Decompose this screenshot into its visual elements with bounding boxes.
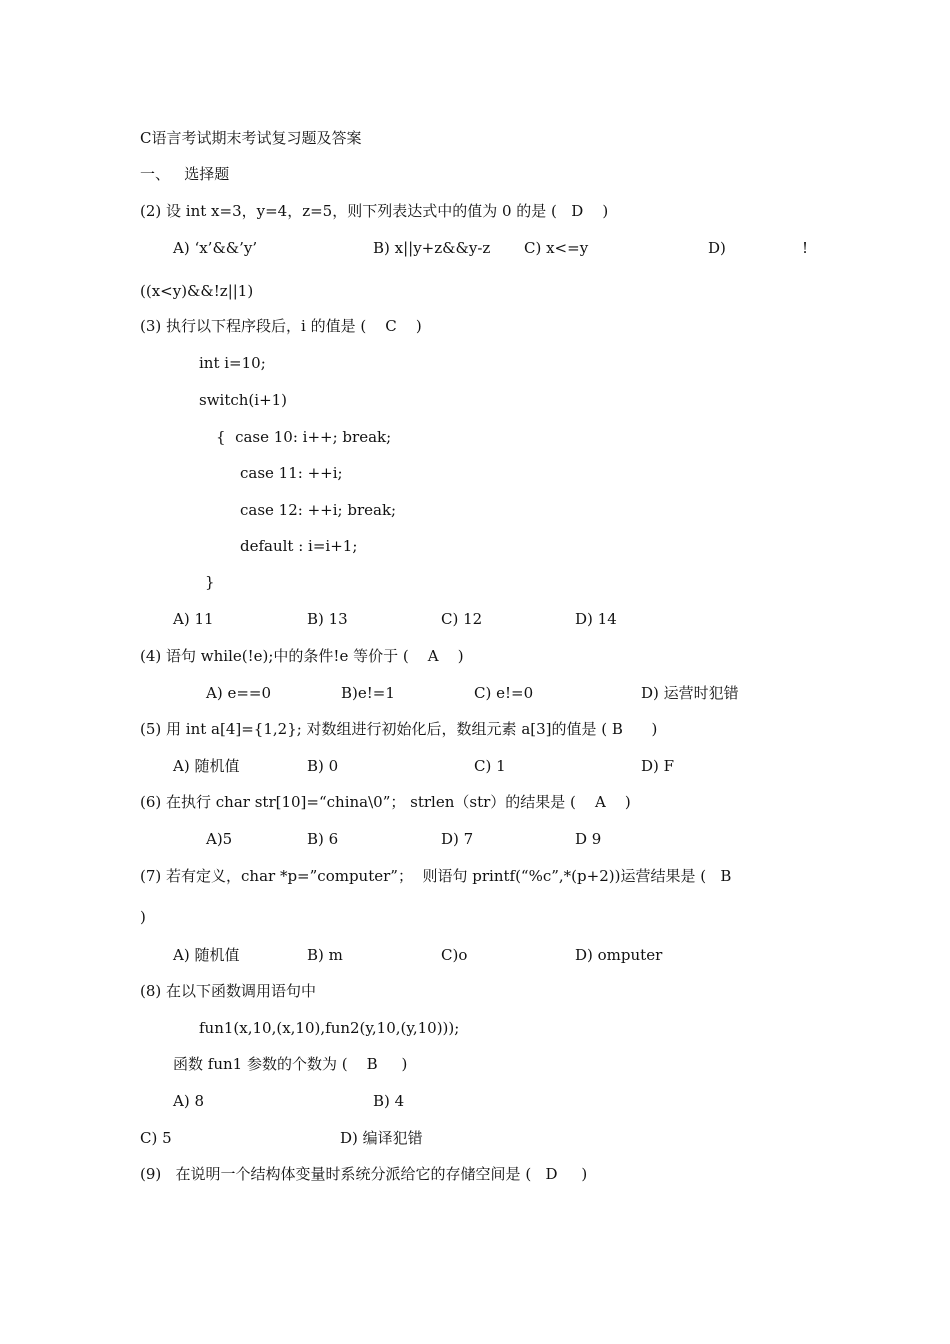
q6-option-a: A)5 bbox=[206, 830, 233, 848]
q6-option-b: B) 6 bbox=[307, 830, 339, 848]
q3-option-a: A) 11 bbox=[173, 610, 214, 628]
q6-option-c: D) 7 bbox=[441, 830, 474, 848]
question-3: (3) 执行以下程序段后，i 的值是 ( C ) bbox=[140, 317, 422, 335]
q8-code-line: fun1(x,10,(x,10),fun2(y,10,(y,10))); bbox=[199, 1019, 460, 1037]
q3-code-line: case 11: ++i; bbox=[240, 464, 343, 482]
q5-option-b: B) 0 bbox=[307, 757, 339, 775]
q8-option-a: A) 8 bbox=[173, 1092, 204, 1110]
question-8: (8) 在以下函数调用语句中 bbox=[140, 982, 317, 1000]
q3-option-d: D) 14 bbox=[575, 610, 617, 628]
question-5: (5) 用 int a[4]={1,2}; 对数组进行初始化后，数组元素 a[3]的值是 ( B ) bbox=[140, 720, 658, 738]
q4-option-a: A) e==0 bbox=[206, 684, 272, 702]
q7-option-d: D) omputer bbox=[575, 946, 663, 964]
q3-code-line: int i=10; bbox=[199, 354, 266, 372]
question-4: (4) 语句 while(!e);中的条件!e 等价于 ( A ) bbox=[140, 647, 464, 665]
q8-option-b: B) 4 bbox=[373, 1092, 405, 1110]
q8-subquestion: 函数 fun1 参数的个数为 ( B ) bbox=[173, 1055, 408, 1073]
title: C语言考试期末考试复习题及答案 bbox=[140, 129, 362, 147]
q2-option-c: C) x<=y bbox=[524, 239, 589, 257]
q5-option-a: A) 随机值 bbox=[173, 757, 240, 775]
q3-code-line: switch(i+1) bbox=[199, 391, 288, 409]
question-2: (2) 设 int x=3，y=4，z=5，则下列表达式中的值为 0 的是 ( D ) bbox=[140, 202, 609, 220]
q3-code-line: { case 10: i++; break; bbox=[216, 428, 392, 446]
section-heading: 一、 选择题 bbox=[140, 165, 230, 183]
q7-option-a: A) 随机值 bbox=[173, 946, 240, 964]
q5-option-c: C) 1 bbox=[474, 757, 506, 775]
q4-option-b: B)e!=1 bbox=[341, 684, 395, 702]
q2-option-d-cont: ! bbox=[802, 239, 809, 257]
q2-option-d: D) bbox=[708, 239, 726, 257]
q8-option-d: D) 编译犯错 bbox=[340, 1129, 423, 1147]
question-7: (7) 若有定义，char *p=”computer”； 则语句 printf(“%c”,*(p+2))运营结果是 ( B bbox=[140, 867, 732, 885]
q3-code-line: case 12: ++i; break; bbox=[240, 501, 397, 519]
q3-option-c: C) 12 bbox=[441, 610, 483, 628]
q3-option-b: B) 13 bbox=[307, 610, 348, 628]
q8-option-c: C) 5 bbox=[140, 1129, 172, 1147]
q6-option-d: D 9 bbox=[575, 830, 602, 848]
q4-option-d: D) 运营时犯错 bbox=[641, 684, 739, 702]
q3-code-line: } bbox=[205, 573, 215, 591]
q2-option-b: B) x||y+z&&y-z bbox=[373, 239, 491, 257]
q5-option-d: D) F bbox=[641, 757, 675, 775]
question-7-cont: ) bbox=[140, 908, 146, 926]
q7-option-b: B) m bbox=[307, 946, 343, 964]
q2-option-a: A) ‘x’&&’y’ bbox=[173, 239, 258, 257]
q7-option-c: C)o bbox=[441, 946, 468, 964]
q4-option-c: C) e!=0 bbox=[474, 684, 534, 702]
q2-option-d-cont2: ((x<y)&&!z||1) bbox=[140, 282, 254, 300]
q3-code-line: default : i=i+1; bbox=[240, 537, 358, 555]
question-6: (6) 在执行 char str[10]=“china\0”； strlen（str）的结果是 ( A ) bbox=[140, 793, 631, 811]
question-9: (9) 在说明一个结构体变量时系统分派给它的存储空间是 ( D ) bbox=[140, 1165, 588, 1183]
